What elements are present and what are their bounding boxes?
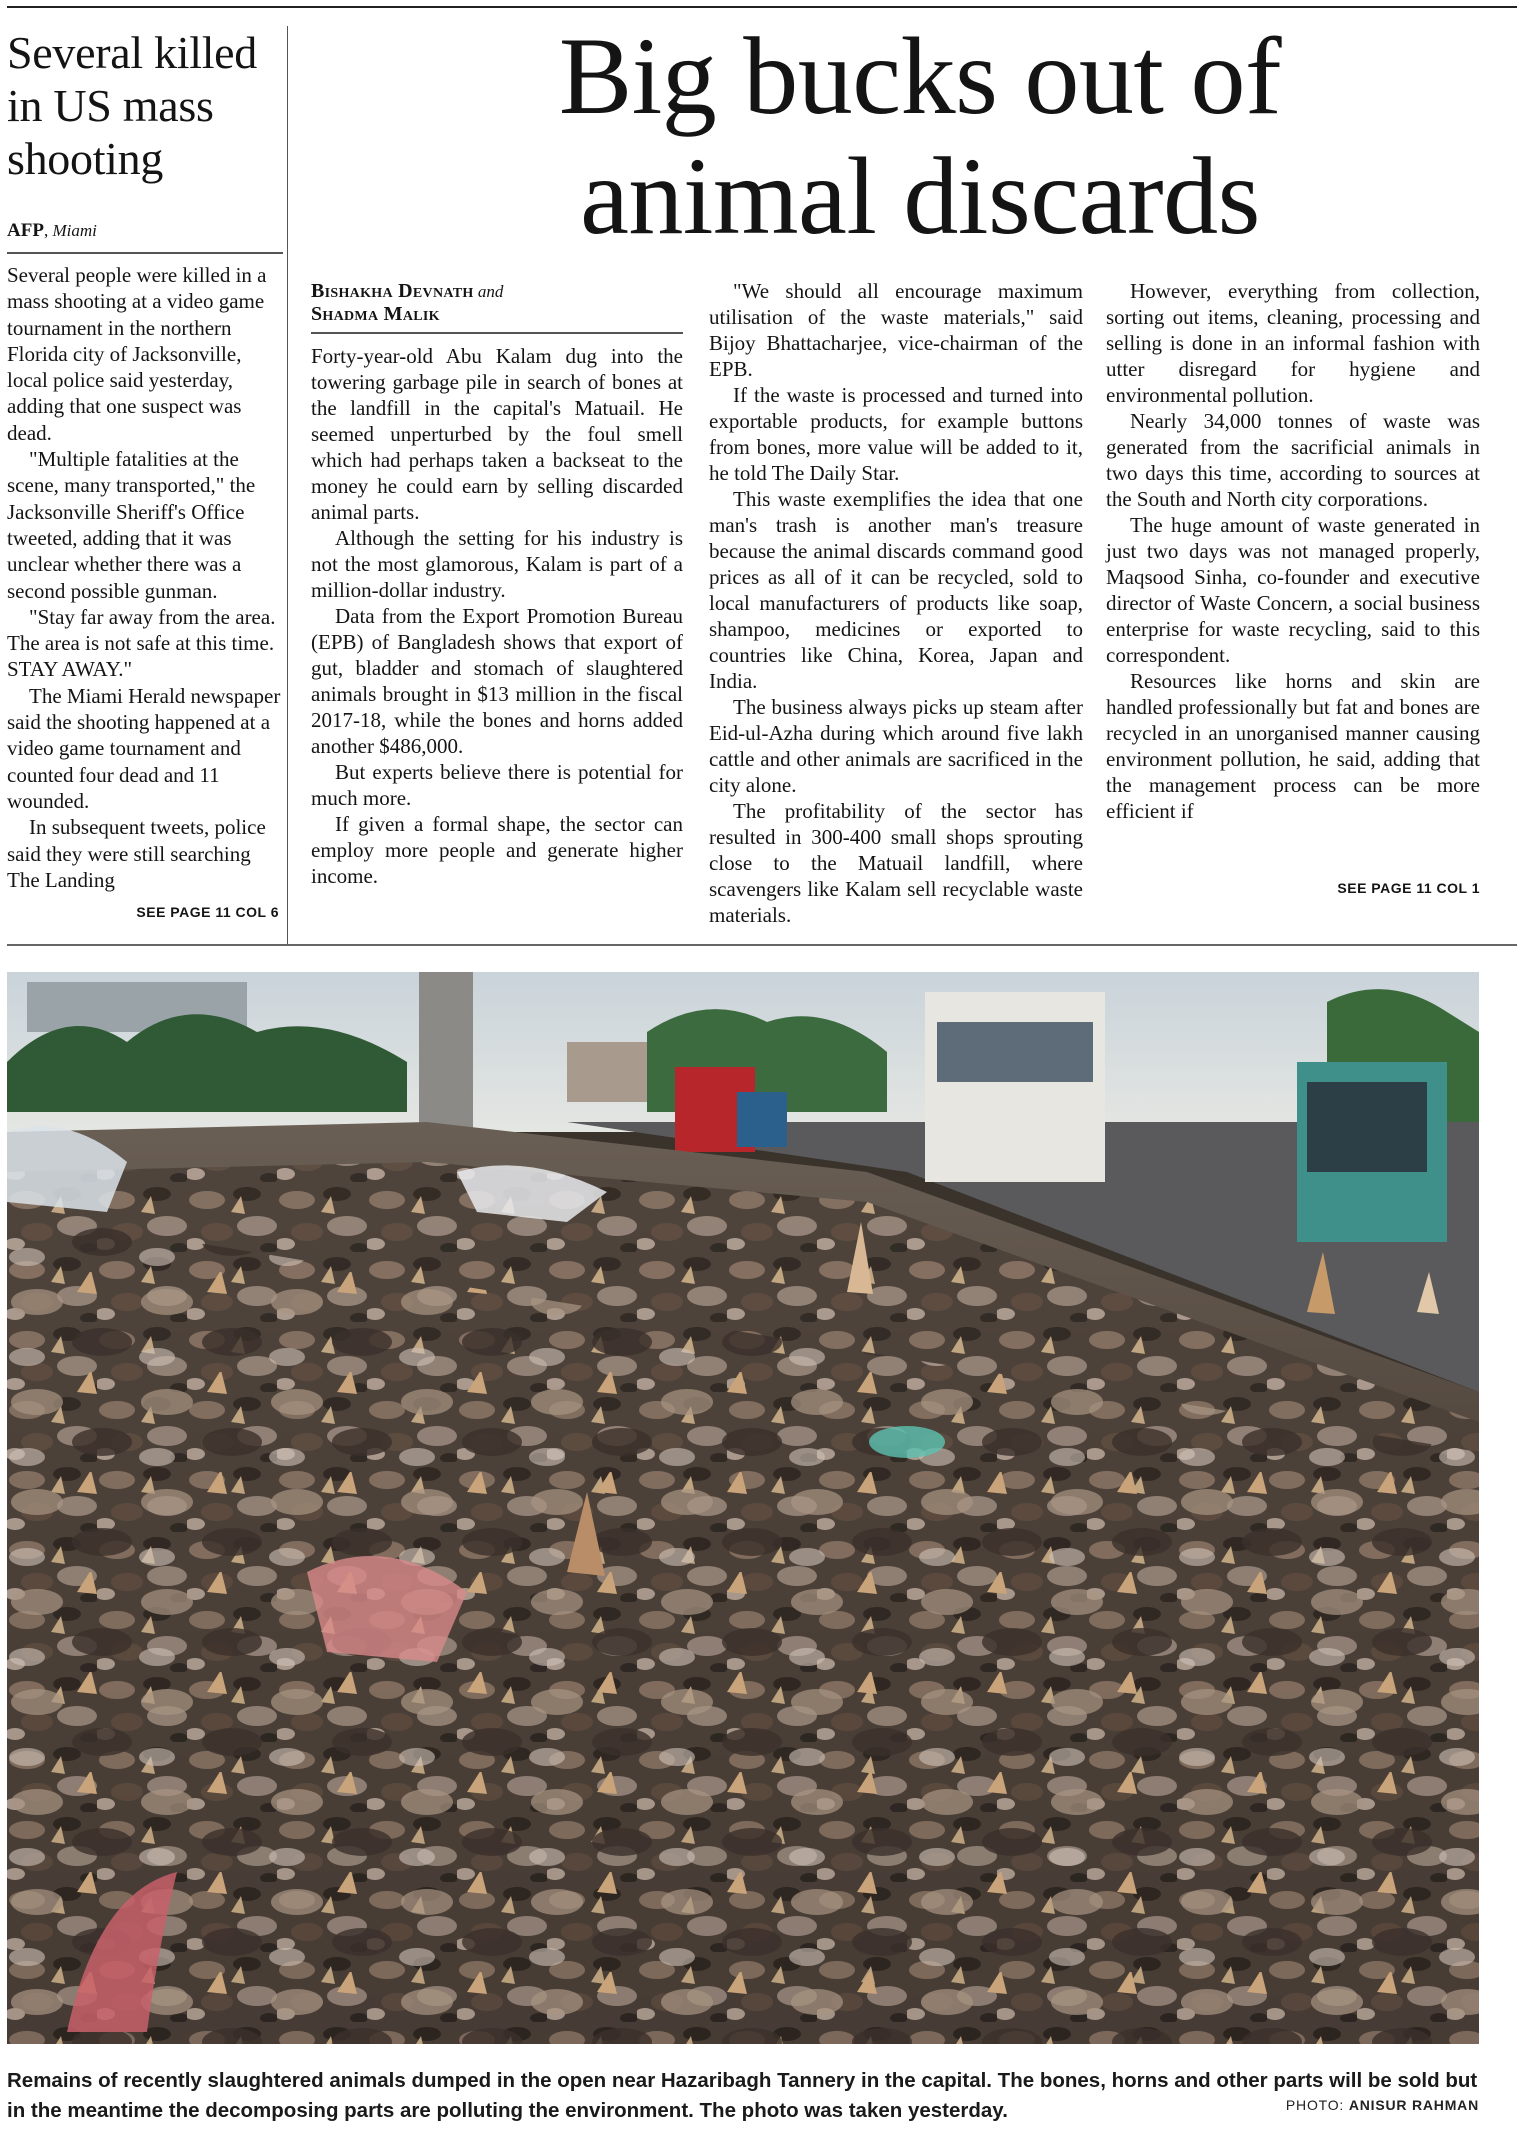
story-paragraph: Although the setting for his industry is not the most glamorous, Kalam is part of a million-dollar industry. (311, 526, 683, 602)
sidebar-body (7, 262, 285, 893)
sidebar-paragraph: "Multiple fatalities at the scene, many transported," the Jacksonville Sheriff's Office tweeted, adding that it was unclear whether there was a second possible gunman. (7, 447, 256, 603)
story-paragraph: The business always picks up steam after Eid-ul-Azha during which around five lakh cattle and other animals are sacrificed in the city alone. (709, 695, 1083, 797)
story-paragraph: Forty-year-old Abu Kalam dug into the towering garbage pile in search of bones at the landfill in the capital's Matuail. He seemed unperturbed by the foul smell which had perhaps taken a backseat to the money he could earn by selling discarded animal parts. (311, 344, 683, 524)
main-headline-line1: Big bucks out of (558, 15, 1282, 137)
photo-credit (1286, 2097, 1479, 2113)
sidebar-paragraph: In subsequent tweets, police said they were still searching The Landing (7, 815, 266, 892)
story-column-2 (709, 278, 1083, 928)
main-headline-line2: animal discards (580, 135, 1260, 257)
sidebar-paragraph: "Stay far away from the area. The area is not safe at this time. STAY AWAY." (7, 604, 276, 682)
sidebar-jump-line: SEE PAGE 11 COL 6 (136, 904, 279, 920)
story-paragraph: However, everything from collection, sorting out items, cleaning, processing and selling is done in an informal fashion with utter disregard for hygiene and environmental pollution. (1106, 279, 1480, 407)
story-paragraph: If given a formal shape, the sector can employ more people and generate higher income. (311, 812, 683, 888)
top-rule (7, 6, 1517, 8)
story-paragraph: If the waste is processed and turned into exportable products, for example buttons from bones, more value will be added to it, he told The Daily Star. (709, 383, 1083, 485)
photo-credit-label: PHOTO: (1285, 2097, 1345, 2113)
sidebar-story (7, 26, 288, 944)
story-paragraph: This waste exemplifies the idea that one man's trash is another man's treasure because the animal discards command good prices as all of it can be recycled, sold to local manufacturers of products like soap, shampoo, medicines or exported to countries like China, Korea, Japan and India. (709, 487, 1083, 693)
news-photo (7, 972, 1479, 2044)
sidebar-dateline: Miami (52, 221, 97, 240)
sidebar-paragraph: The Miami Herald newspaper said the shooting happened at a video game tournament and counted four dead and 11 wounded. (7, 683, 281, 813)
byline-rule (311, 332, 683, 334)
photo-illustration (7, 972, 1479, 2044)
photo-credit-name: ANISUR RAHMAN (1348, 2097, 1479, 2113)
author-1: Bishakha Devnath (311, 280, 474, 302)
sidebar-headline: Several killed in US mass shooting (7, 27, 257, 184)
sidebar-byline: AFP, Miami (7, 220, 97, 241)
byline-and: and (477, 282, 504, 301)
story-paragraph: Data from the Export Promotion Bureau (EPB) of Bangladesh shows that export of gut, bladder and stomach of slaughtered animals brought in $13 million in the fiscal 2017-18, while the bones and horns added another $486,000. (311, 604, 683, 758)
sidebar-byline-rule (7, 252, 283, 254)
story-column-1 (311, 343, 683, 889)
story-paragraph: Resources like horns and skin are handled professionally but fat and bones are recycled in an unorganised manner causing environment pollution, he said, adding that the management process can be more efficient if (1106, 669, 1480, 823)
author-2: Shadma Malik (311, 303, 440, 325)
story-paragraph: Nearly 34,000 tonnes of waste was generated from the sacrificial animals in two days this time, according to sources at the South and North city corporations. (1106, 409, 1480, 511)
sidebar-paragraph: Several people were killed in a mass shooting at a video game tournament in the northern Florida city of Jacksonville, local police said yesterday, adding that one suspect was dead. (7, 263, 267, 445)
story-paragraph: The profitability of the sector has resulted in 300-400 small shops sprouting close to the Matuail landfill, where scavengers like Kalam sell recyclable waste materials. (709, 799, 1083, 927)
story-column-3 (1106, 278, 1480, 824)
story-paragraph: "We should all encourage maximum utilisation of the waste materials," said Bijoy Bhattacharjee, vice-chairman of the EPB. (709, 279, 1083, 381)
sidebar-agency: AFP (7, 220, 44, 241)
main-jump-line: SEE PAGE 11 COL 1 (1337, 880, 1480, 896)
photo-caption: Remains of recently slaughtered animals dumped in the open near Hazaribagh Tannery in the capital. The bones, horns and other parts will be sold but in the meantime the decomposing parts are polluting the environment. The photo was taken yesterday. (7, 2069, 1478, 2122)
story-paragraph: The huge amount of waste generated in just two days was not managed properly, Maqsood Sinha, co-founder and executive director of Waste Concern, a social business enterprise for waste recycling, said to this correspondent. (1106, 513, 1480, 667)
story-bottom-rule (7, 944, 1517, 946)
story-paragraph: But experts believe there is potential for much more. (311, 760, 683, 810)
main-byline (311, 280, 681, 326)
main-headline (320, 16, 1520, 256)
